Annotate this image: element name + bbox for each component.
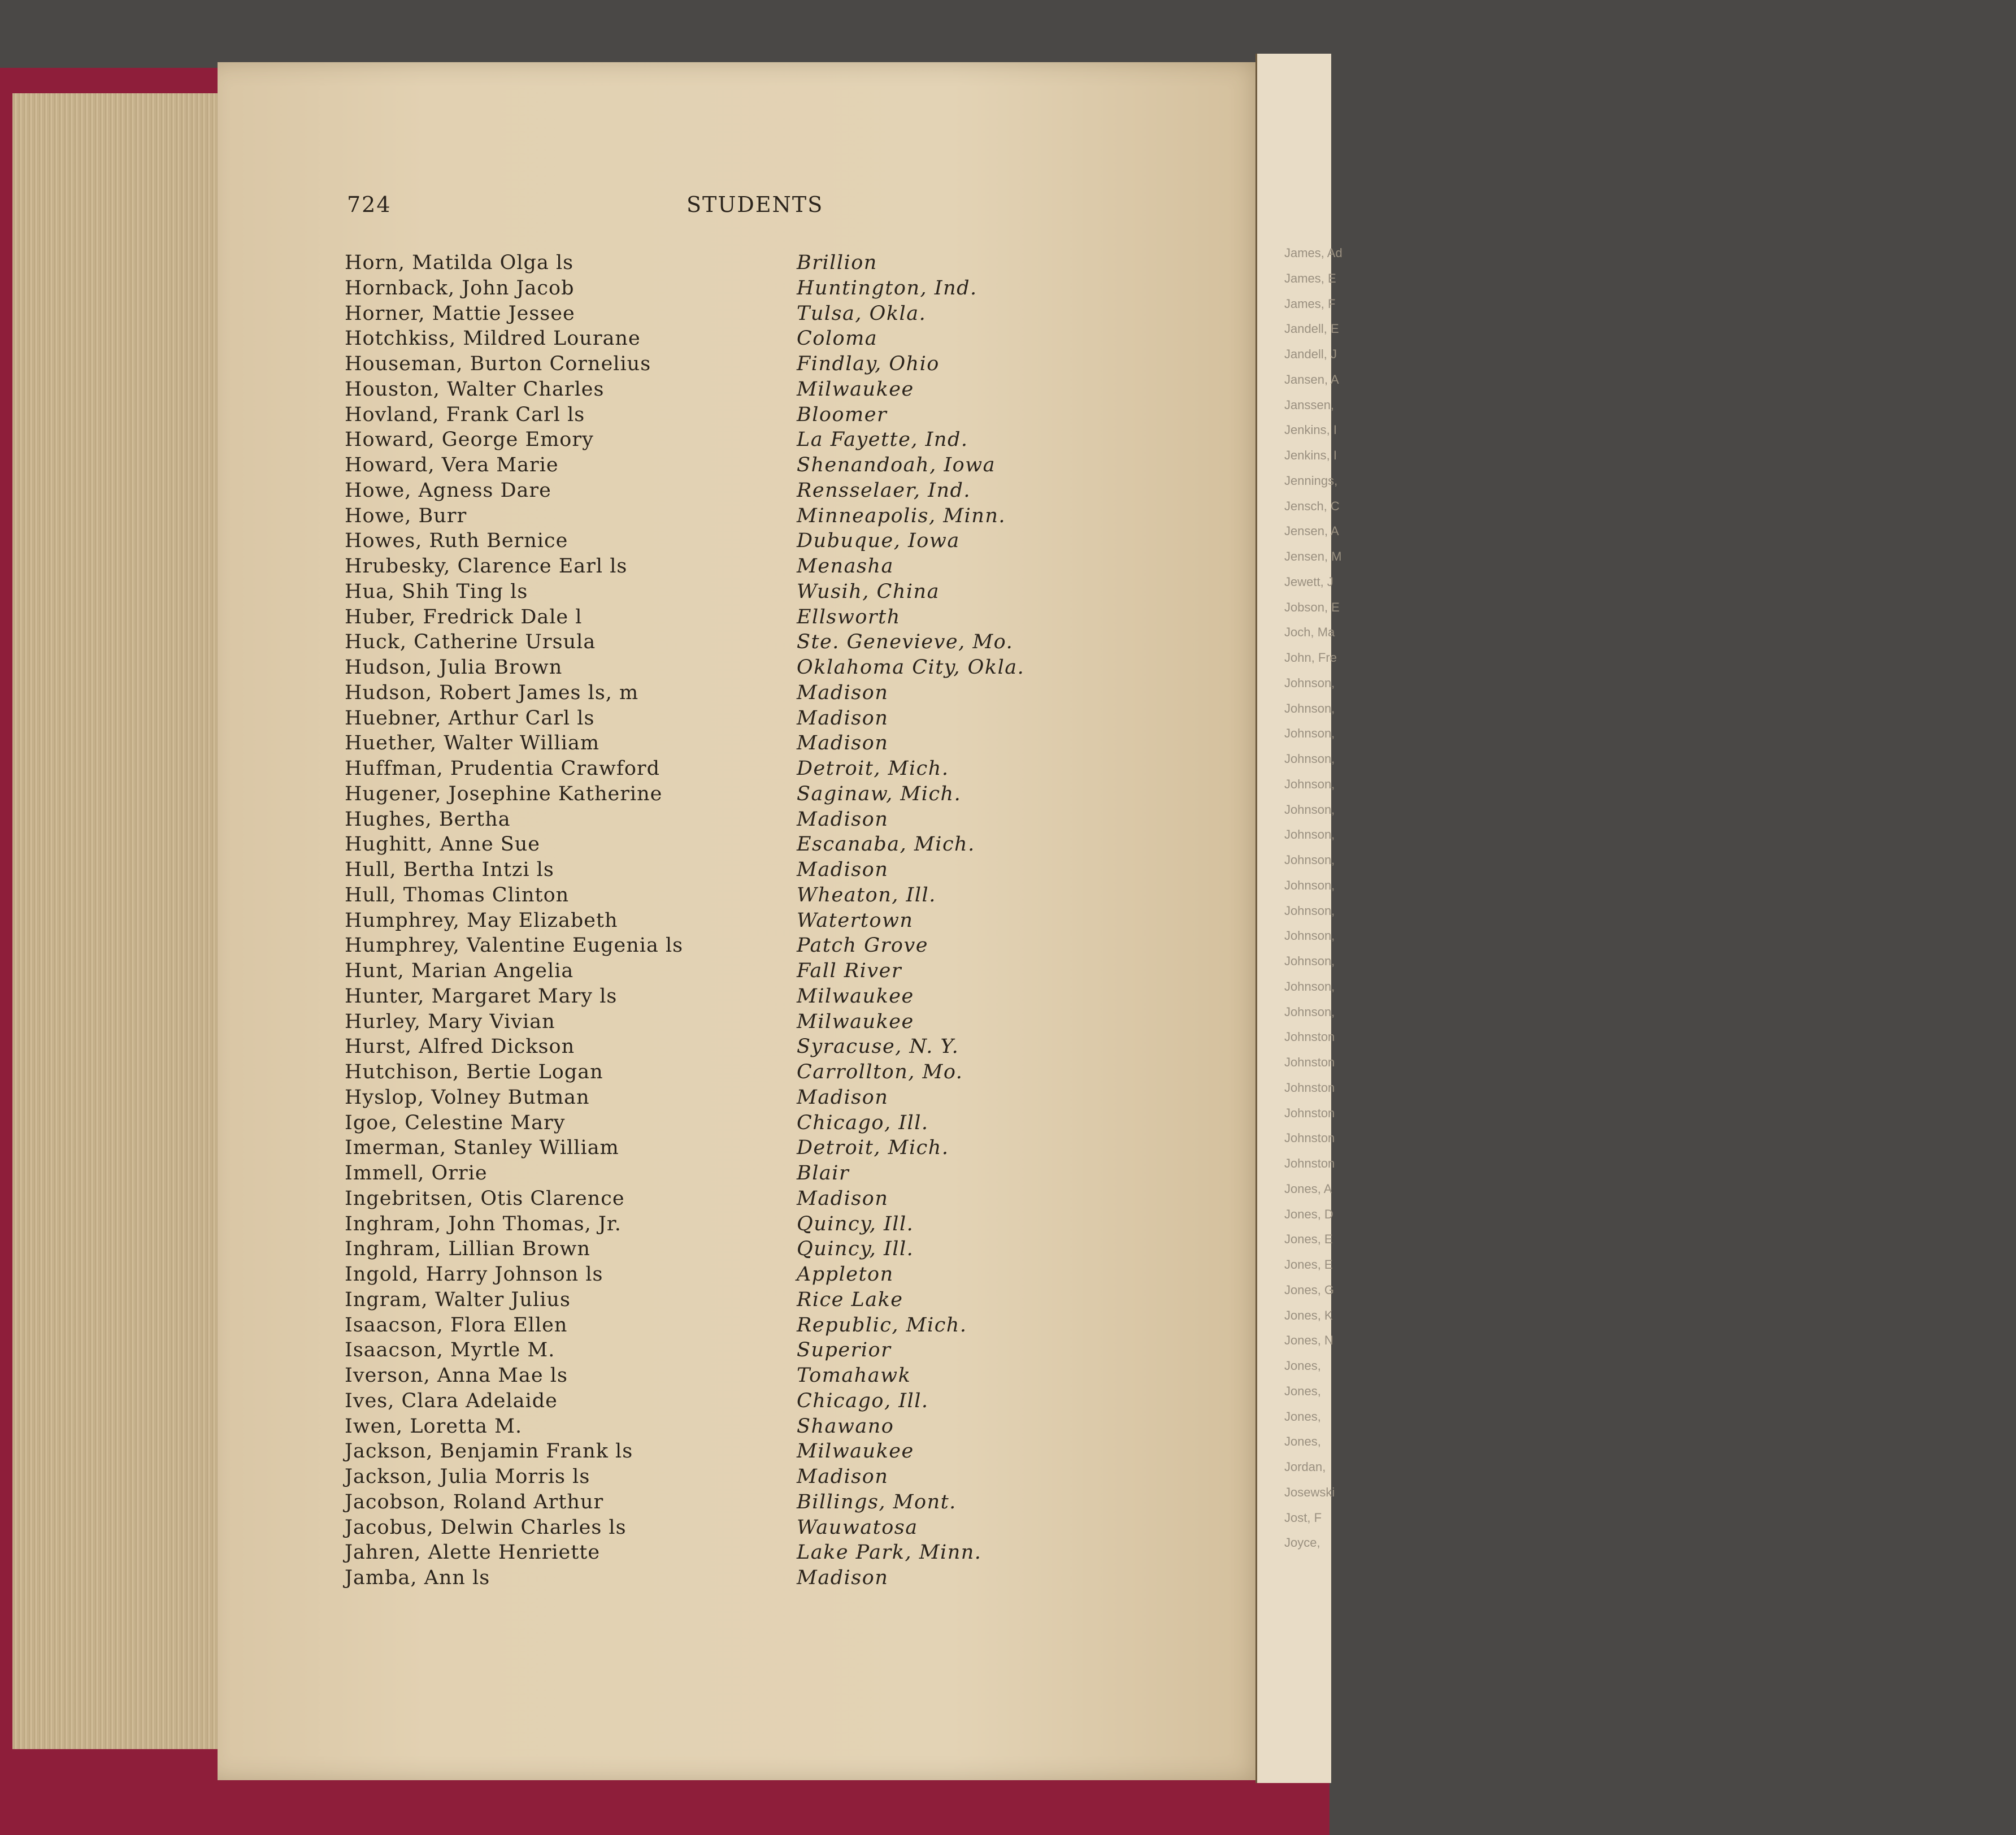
student-hometown: Dubuque, Iowa: [797, 530, 960, 553]
student-name: Jacobus, Delwin Charles ls: [345, 1516, 627, 1539]
student-row: [345, 1490, 1164, 1515]
student-row: [345, 1161, 1164, 1186]
student-row: [345, 1009, 1164, 1035]
student-hometown: Shawano: [797, 1415, 894, 1438]
student-hometown: Milwaukee: [797, 378, 914, 401]
student-name: Hunt, Marian Angelia: [345, 960, 574, 982]
student-name: Hotchkiss, Mildred Lourane: [345, 327, 641, 350]
student-name: Houston, Walter Charles: [345, 378, 605, 401]
student-name: Hugener, Josephine Katherine: [345, 782, 663, 805]
student-name: Horn, Matilda Olga ls: [345, 251, 574, 274]
student-row: [345, 958, 1164, 984]
next-page-fragment: Johnston: [1284, 1131, 1335, 1146]
student-row: [345, 857, 1164, 883]
student-row: [345, 1287, 1164, 1313]
next-page-fragment: James, Ad: [1284, 246, 1342, 260]
next-page-fragment: Johnston: [1284, 1105, 1335, 1120]
next-page-fragment: Janssen,: [1284, 397, 1335, 412]
student-list: [345, 250, 1164, 1591]
student-name: Huck, Catherine Ursula: [345, 631, 596, 654]
next-page-fragment: Johnson,: [1284, 827, 1335, 842]
student-hometown: Chicago, Ill.: [797, 1389, 929, 1412]
next-page-fragment: Jennings,: [1284, 473, 1338, 488]
student-name: Hull, Thomas Clinton: [345, 883, 570, 906]
next-page-fragment: Jones, K: [1284, 1308, 1333, 1322]
student-hometown: Shenandoah, Iowa: [797, 454, 996, 476]
student-hometown: Quincy, Ill.: [797, 1212, 914, 1235]
student-name: Hrubesky, Clarence Earl ls: [345, 555, 628, 578]
student-hometown: Escanaba, Mich.: [797, 833, 975, 856]
student-hometown: Tulsa, Okla.: [797, 302, 927, 325]
next-page-peek: [1255, 54, 1342, 1783]
next-page-fragment: Jansen, A: [1284, 372, 1339, 387]
next-page-fragment: Johnson,: [1284, 776, 1335, 791]
student-row: [345, 756, 1164, 782]
student-hometown: Fall River: [797, 960, 902, 982]
student-hometown: Carrollton, Mo.: [797, 1061, 963, 1083]
next-page-fragment: Jones,: [1284, 1434, 1321, 1449]
next-page-fragment: Johnson,: [1284, 1004, 1335, 1019]
student-row: [345, 605, 1164, 630]
student-row: [345, 1515, 1164, 1541]
student-hometown: Rice Lake: [797, 1288, 903, 1311]
student-hometown: Rensselaer, Ind.: [797, 479, 971, 502]
student-hometown: Lake Park, Minn.: [797, 1541, 982, 1564]
next-page-fragment: Johnson,: [1284, 878, 1335, 892]
student-hometown: Milwaukee: [797, 984, 914, 1008]
student-row: [345, 807, 1164, 832]
student-hometown: Ellsworth: [797, 605, 901, 628]
next-page-fragment: Josewski: [1284, 1485, 1335, 1499]
student-hometown: Quincy, Ill.: [797, 1238, 914, 1261]
student-hometown: Republic, Mich.: [797, 1313, 967, 1337]
next-page-fragment: Jenkins, I: [1284, 423, 1337, 437]
student-row: [345, 908, 1164, 934]
next-page-fragment: Johnson,: [1284, 853, 1335, 867]
student-hometown: Madison: [797, 1567, 889, 1589]
student-row: [345, 352, 1164, 377]
student-row: [345, 1363, 1164, 1389]
student-row: [345, 250, 1164, 276]
next-page-fragment: Jones,: [1284, 1383, 1321, 1398]
student-row: [345, 1135, 1164, 1161]
student-hometown: Madison: [797, 1187, 889, 1210]
student-name: Ives, Clara Adelaide: [345, 1389, 558, 1412]
student-row: [345, 1439, 1164, 1464]
student-name: Iwen, Loretta M.: [345, 1415, 523, 1438]
student-row: [345, 1389, 1164, 1414]
student-row: [345, 504, 1164, 529]
student-row: [345, 554, 1164, 579]
student-hometown: La Fayette, Ind.: [797, 428, 968, 452]
next-page-fragment: Jones, D: [1284, 1207, 1333, 1221]
student-hometown: Menasha: [797, 555, 894, 578]
student-hometown: Huntington, Ind.: [797, 276, 977, 300]
student-name: Houseman, Burton Cornelius: [345, 353, 651, 375]
next-page-fragment: Jones, E: [1284, 1232, 1333, 1247]
student-hometown: Madison: [797, 808, 889, 831]
student-name: Inghram, John Thomas, Jr.: [345, 1212, 622, 1235]
student-name: Hua, Shih Ting ls: [345, 580, 528, 603]
next-page-fragment: Jandell, J: [1284, 347, 1337, 361]
student-row: [345, 680, 1164, 706]
student-hometown: Madison: [797, 706, 889, 730]
student-hometown: Chicago, Ill.: [797, 1111, 929, 1134]
student-row: [345, 630, 1164, 655]
student-name: Hudson, Julia Brown: [345, 656, 563, 679]
student-name: Isaacson, Myrtle M.: [345, 1339, 555, 1362]
student-name: Hudson, Robert James ls, m: [345, 681, 639, 704]
next-page-fragment: Johnson,: [1284, 903, 1335, 918]
next-page-fragment: Johnson,: [1284, 929, 1335, 943]
student-hometown: Madison: [797, 1465, 889, 1488]
student-name: Iverson, Anna Mae ls: [345, 1364, 568, 1387]
student-hometown: Watertown: [797, 909, 914, 932]
student-hometown: Milwaukee: [797, 1440, 914, 1463]
student-name: Jackson, Julia Morris ls: [345, 1465, 590, 1488]
student-name: Immell, Orrie: [345, 1162, 488, 1185]
page-number: 724: [347, 192, 392, 217]
student-name: Huber, Fredrick Dale l: [345, 605, 583, 628]
student-row: [345, 1414, 1164, 1439]
student-name: Howe, Burr: [345, 504, 467, 527]
student-row: [345, 655, 1164, 680]
next-page-fragment: Jost, F: [1284, 1510, 1322, 1525]
page-edges: [12, 93, 220, 1749]
student-name: Inghram, Lillian Brown: [345, 1238, 590, 1261]
student-name: Hughes, Bertha: [345, 808, 511, 831]
student-row: [345, 528, 1164, 554]
student-row: [345, 782, 1164, 807]
student-hometown: Syracuse, N. Y.: [797, 1035, 959, 1059]
student-hometown: Saginaw, Mich.: [797, 782, 962, 805]
next-page-fragment: Johnson,: [1284, 752, 1335, 766]
next-page-fragment: Johnston: [1284, 1080, 1335, 1095]
student-row: [345, 731, 1164, 756]
next-page-fragment: Johnson,: [1284, 701, 1335, 715]
next-page-fragment: Johnson,: [1284, 726, 1335, 741]
student-row: [345, 883, 1164, 908]
student-row: [345, 933, 1164, 958]
student-name: Jamba, Ann ls: [345, 1567, 490, 1589]
next-page-fragment: Johnson,: [1284, 802, 1335, 817]
student-hometown: Milwaukee: [797, 1010, 914, 1033]
student-row: [345, 427, 1164, 453]
student-name: Hunter, Margaret Mary ls: [345, 984, 618, 1008]
student-name: Howard, Vera Marie: [345, 454, 559, 476]
student-row: [345, 301, 1164, 327]
student-row: [345, 1186, 1164, 1212]
student-row: [345, 1060, 1164, 1085]
student-name: Huffman, Prudentia Crawford: [345, 757, 661, 780]
next-page-fragment: Johnson,: [1284, 979, 1335, 994]
student-hometown: Brillion: [797, 251, 877, 274]
student-name: Hutchison, Bertie Logan: [345, 1061, 603, 1083]
student-name: Humphrey, May Elizabeth: [345, 909, 618, 932]
student-name: Hovland, Frank Carl ls: [345, 403, 585, 426]
next-page-fragment: Jensen, A: [1284, 524, 1339, 539]
student-name: Jahren, Alette Henriette: [345, 1541, 601, 1564]
next-page-fragment: Jenkins, I: [1284, 448, 1337, 462]
student-hometown: Ste. Genevieve, Mo.: [797, 631, 1014, 654]
student-name: Hurst, Alfred Dickson: [345, 1035, 575, 1059]
student-name: Humphrey, Valentine Eugenia ls: [345, 934, 684, 957]
student-hometown: Wusih, China: [797, 580, 940, 603]
student-name: Igoe, Celestine Mary: [345, 1111, 566, 1134]
next-page-fragment: Jensen, M: [1284, 549, 1342, 563]
student-hometown: Detroit, Mich.: [797, 1136, 949, 1160]
student-hometown: Superior: [797, 1339, 892, 1362]
student-row: [345, 984, 1164, 1009]
student-row: [345, 1034, 1164, 1060]
next-page-fragment: Johnston: [1284, 1156, 1335, 1170]
student-hometown: Madison: [797, 732, 889, 755]
student-name: Howe, Agness Dare: [345, 479, 551, 502]
next-page-fragment: Jones,: [1284, 1409, 1321, 1424]
student-row: [345, 706, 1164, 731]
student-row: [345, 1110, 1164, 1136]
student-row: [345, 1313, 1164, 1338]
student-name: Hurley, Mary Vivian: [345, 1010, 555, 1033]
student-name: Hughitt, Anne Sue: [345, 833, 541, 856]
student-row: [345, 377, 1164, 402]
student-row: [345, 402, 1164, 428]
student-name: Hyslop, Volney Butman: [345, 1086, 590, 1109]
student-row: [345, 1237, 1164, 1262]
student-row: [345, 453, 1164, 478]
student-name: Ingram, Walter Julius: [345, 1288, 571, 1311]
student-row: [345, 1085, 1164, 1110]
student-name: Howard, George Emory: [345, 428, 594, 452]
next-page-fragment: Jones, E: [1284, 1257, 1333, 1272]
next-page-fragment: Johnston: [1284, 1030, 1335, 1044]
student-name: Ingold, Harry Johnson ls: [345, 1263, 603, 1286]
student-name: Isaacson, Flora Ellen: [345, 1313, 568, 1337]
student-row: [345, 579, 1164, 605]
next-page-fragment: Jones, G: [1284, 1282, 1335, 1297]
student-hometown: Tomahawk: [797, 1364, 911, 1387]
next-page-fragment: Jones,: [1284, 1359, 1321, 1373]
student-hometown: Wauwatosa: [797, 1516, 918, 1539]
student-hometown: Blair: [797, 1162, 850, 1185]
next-page-fragment: Joch, Ma: [1284, 625, 1335, 640]
student-hometown: Madison: [797, 858, 889, 881]
student-row: [345, 1464, 1164, 1490]
student-hometown: Madison: [797, 1086, 889, 1109]
student-row: [345, 1212, 1164, 1237]
page-title: STUDENTS: [687, 192, 824, 217]
next-page-fragment: John, Fre: [1284, 650, 1337, 665]
student-row: [345, 276, 1164, 301]
student-name: Howes, Ruth Bernice: [345, 530, 568, 553]
student-hometown: Billings, Mont.: [797, 1490, 957, 1513]
student-row: [345, 832, 1164, 857]
next-page-fragment: James, F: [1284, 296, 1336, 311]
student-name: Jackson, Benjamin Frank ls: [345, 1440, 633, 1463]
next-page-fragment: Johnson,: [1284, 954, 1335, 968]
next-page-fragment: James, E: [1284, 271, 1336, 285]
next-page-fragment: Jandell, E: [1284, 322, 1339, 336]
student-row: [345, 1338, 1164, 1363]
student-name: Hornback, John Jacob: [345, 276, 575, 300]
student-hometown: Findlay, Ohio: [797, 353, 940, 375]
student-hometown: Coloma: [797, 327, 878, 350]
next-page-fragment: Jones, N: [1284, 1333, 1333, 1348]
student-name: Hull, Bertha Intzi ls: [345, 858, 554, 881]
student-hometown: Appleton: [797, 1263, 894, 1286]
student-hometown: Detroit, Mich.: [797, 757, 949, 780]
student-row: [345, 1565, 1164, 1591]
student-name: Horner, Mattie Jessee: [345, 302, 575, 325]
next-page-fragment: Johnson,: [1284, 675, 1335, 690]
next-page-fragment: Jensch, C: [1284, 498, 1340, 513]
student-hometown: Bloomer: [797, 403, 888, 426]
student-name: Huebner, Arthur Carl ls: [345, 706, 595, 730]
student-hometown: Oklahoma City, Okla.: [797, 656, 1025, 679]
student-hometown: Madison: [797, 681, 889, 704]
student-hometown: Patch Grove: [797, 934, 928, 957]
student-row: [345, 1540, 1164, 1565]
student-name: Ingebritsen, Otis Clarence: [345, 1187, 625, 1210]
next-page-fragment: Johnston: [1284, 1055, 1335, 1069]
student-name: Imerman, Stanley William: [345, 1136, 619, 1160]
next-page-fragment: Jewett, J: [1284, 574, 1333, 589]
student-name: Huether, Walter William: [345, 732, 600, 755]
student-row: [345, 1262, 1164, 1287]
student-row: [345, 326, 1164, 352]
student-hometown: Wheaton, Ill.: [797, 883, 936, 906]
student-row: [345, 478, 1164, 504]
student-name: Jacobson, Roland Arthur: [345, 1490, 604, 1513]
student-hometown: Minneapolis, Minn.: [797, 504, 1006, 527]
next-page-fragment: Joyce,: [1284, 1535, 1320, 1550]
next-page-fragment: Jones, A: [1284, 1181, 1332, 1196]
next-page-fragment: Jordan,: [1284, 1460, 1326, 1474]
next-page-fragment: Jobson, E: [1284, 600, 1340, 614]
